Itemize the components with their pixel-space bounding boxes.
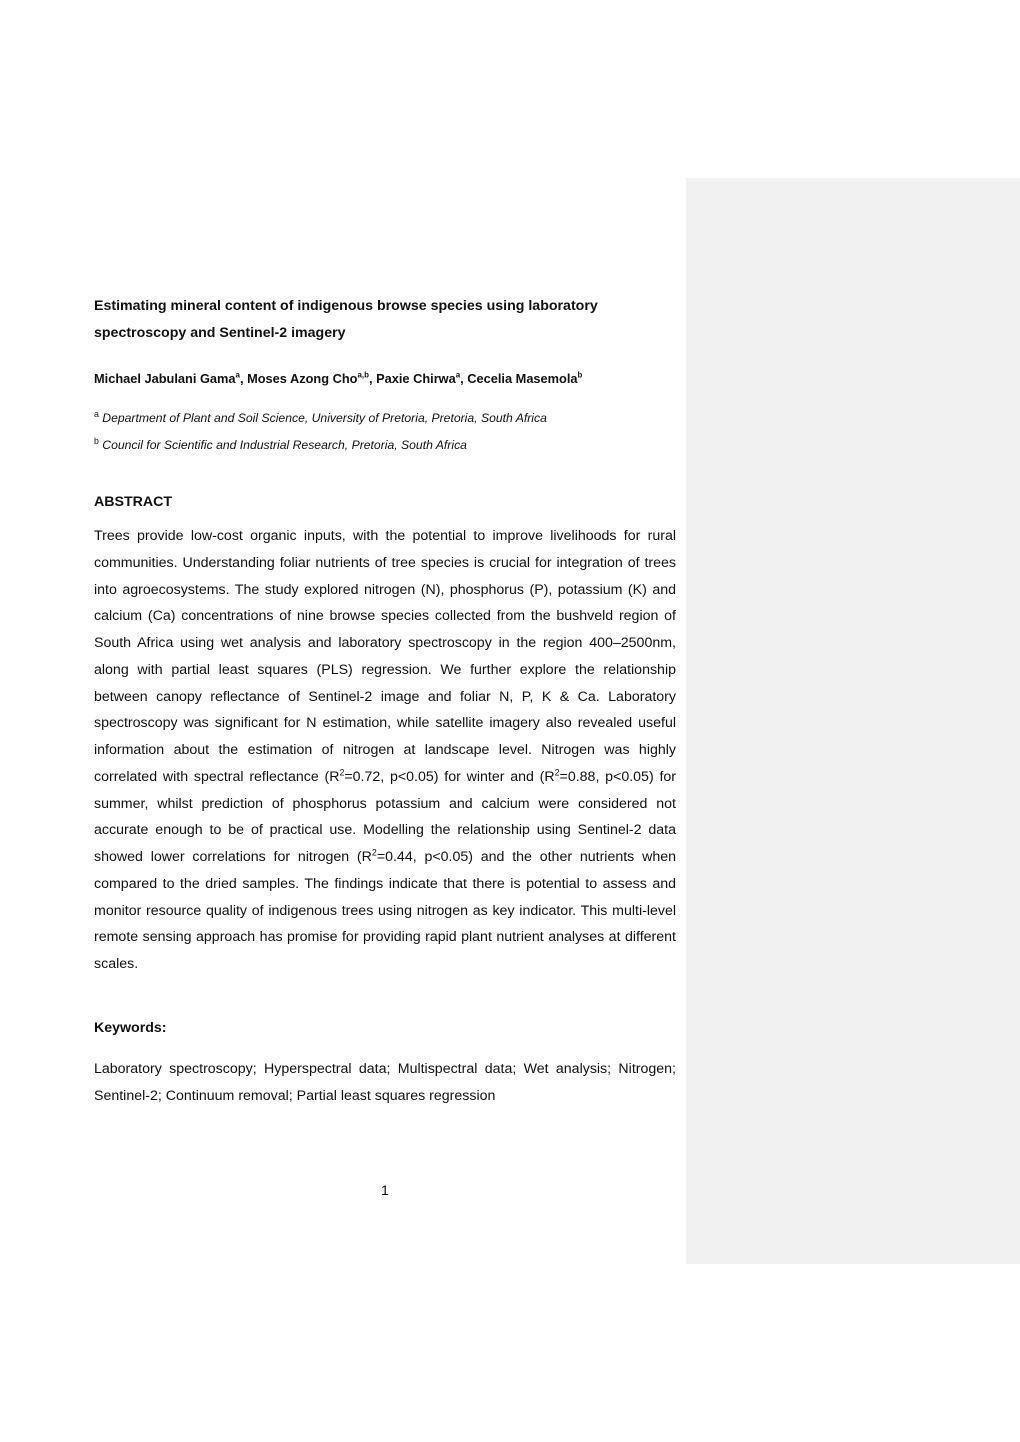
affiliation-text: Department of Plant and Soil Science, University of Pretoria, Pretoria, South Africa (102, 411, 547, 425)
superscript: 2 (339, 767, 345, 778)
author-name: Michael Jabulani Gama (94, 371, 236, 386)
keywords-heading: Keywords: (94, 1020, 167, 1036)
superscript: 2 (371, 847, 377, 858)
abstract-text: =0.72, p<0.05) for winter and (R (344, 768, 555, 785)
abstract-body (94, 523, 676, 978)
author-separator: , (460, 371, 468, 386)
keywords-list: Laboratory spectroscopy; Hyperspectral data; Multispectral data; Wet analysis; Nitrogen; Sentinel-2; Continuum removal; Partial least squares regression (94, 1061, 676, 1104)
author-name: Cecelia Masemola (467, 371, 578, 386)
author-separator: , (368, 371, 377, 386)
author-separator: , (239, 371, 248, 386)
abstract-text: Trees provide low-cost organic inputs, with the potential to improve livelihoods for rural communities. Understanding foliar nutrients of tree species is crucial for integration of trees into agroecosystems. The study explored nitrogen (N), phosphorus (P), potassium (K) and calcium (Ca) concentrations of nine browse species collected from the bushveld region of South Africa using wet analysis and laboratory spectroscopy in the region 400–2500nm, along with partial least squares (PLS) regression. We further explore the relationship between canopy reflectance of Sentinel-2 image and foliar N, P, K & Ca. Laboratory spectroscopy was significant for N estimation, while satellite imagery also revealed useful information about the estimation of nitrogen at landscape level. Nitrogen was highly correlated with spectral reflectance (R (94, 528, 676, 785)
author-affiliation-mark: b (577, 370, 583, 380)
author-name: Moses Azong Cho (247, 371, 358, 386)
author-affiliation-mark: a (235, 370, 240, 380)
abstract-heading: ABSTRACT (94, 494, 173, 510)
author-name: Paxie Chirwa (376, 371, 456, 386)
paper-title: Estimating mineral content of indigenous browse species using laboratory spectroscopy and Sentinel-2 imagery (94, 298, 598, 341)
affiliation-mark: a (94, 408, 99, 419)
abstract-text: =0.44, p<0.05) and the other nutrients when compared to the dried samples. The findings indicate that there is potential to assess and monitor resource quality of indigenous trees using nitrogen as key indicator. This multi-level remote sensing approach has promise for providing rapid plant nutrient analyses at different scales. (94, 849, 676, 972)
comment-margin-pane (686, 178, 1020, 1264)
page-number: 1 (381, 1183, 389, 1199)
author-affiliation-mark: a,b (357, 370, 369, 380)
author-list (94, 369, 694, 389)
affiliation-a (94, 409, 694, 427)
affiliation-b (94, 436, 694, 454)
affiliation-mark: b (94, 435, 99, 446)
abstract-text: =0.88, p<0.05) for summer, whilst prediction of phosphorus potassium and calcium were considered not accurate enough to be of practical use. Modelling the relationship using Sentinel-2 data showed lower correlations for nitrogen (R (94, 768, 677, 865)
author-affiliation-mark: a (455, 370, 461, 380)
affiliation-text: Council for Scientific and Industrial Research, Pretoria, South Africa (102, 438, 467, 452)
superscript: 2 (554, 767, 560, 778)
